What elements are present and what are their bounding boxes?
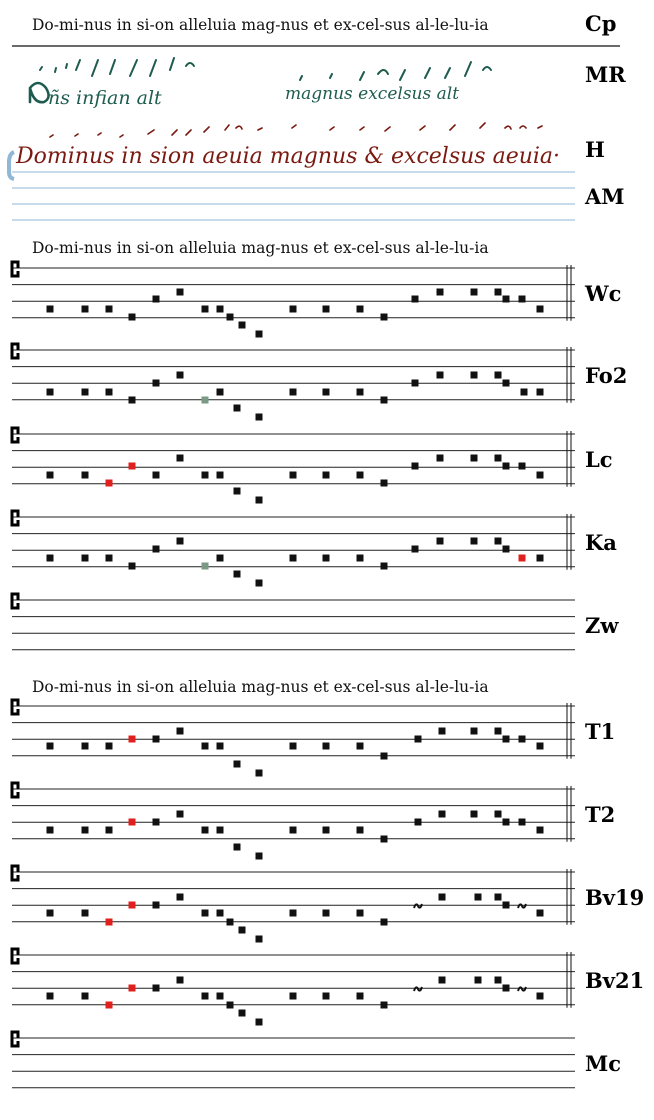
neume-note: [106, 480, 113, 487]
siglum-lc: Lc: [585, 446, 613, 472]
neume-note: [415, 736, 422, 743]
neume-note: [290, 993, 297, 1000]
neume-note: [381, 480, 388, 487]
neume-note: [495, 811, 502, 818]
neume-note: [290, 743, 297, 750]
c-clef-icon: [12, 783, 18, 797]
neume-note: [437, 289, 444, 296]
neume-note: [217, 993, 224, 1000]
c-clef-icon: [12, 511, 18, 525]
neume-note: [239, 1010, 246, 1017]
neume-note: [415, 819, 422, 826]
neume-note: [471, 811, 478, 818]
neume-note: [227, 314, 234, 321]
staff-t2: [12, 783, 615, 860]
neume-note: [106, 389, 113, 396]
neume-note: [82, 827, 89, 834]
neume-note: [537, 472, 544, 479]
staff-bv21: [12, 949, 644, 1026]
neume-note: [503, 546, 510, 553]
neume-note: [82, 910, 89, 917]
siglum-wc: Wc: [585, 280, 622, 306]
neume-note: [503, 296, 510, 303]
siglum-cp: Cp: [585, 11, 617, 36]
neume-note: [256, 770, 263, 777]
neume-note: [202, 743, 209, 750]
neume-note: [177, 811, 184, 818]
staff-lc: [12, 428, 613, 504]
neume-note: [439, 728, 446, 735]
neume-note: [503, 736, 510, 743]
neume-note: [357, 306, 364, 313]
siglum-bv19: Bv19: [585, 884, 645, 910]
neume-note: [106, 1002, 113, 1009]
neume-note: [381, 1002, 388, 1009]
neume-note: [82, 389, 89, 396]
lyrics-line-3: Do-mi-nus in si-on alleluia mag-nus et ex-cel-sus al-le-lu-ia: [32, 678, 489, 696]
neume-note: [106, 555, 113, 562]
neume-note: [537, 389, 544, 396]
neume-note: [227, 1002, 234, 1009]
neume-note: [129, 902, 136, 909]
neume-note: [437, 372, 444, 379]
neume-note: [202, 910, 209, 917]
neume-note: [202, 472, 209, 479]
siglum-am: AM: [585, 184, 625, 209]
neume-note: [177, 977, 184, 984]
neume-note: [47, 389, 54, 396]
neume-note: [290, 389, 297, 396]
neume-note: [106, 827, 113, 834]
lyrics-line-2: Do-mi-nus in si-on alleluia mag-nus et ex-cel-sus al-le-lu-ia: [32, 239, 489, 257]
siglum-zw: Zw: [585, 612, 619, 638]
neume-note: [357, 389, 364, 396]
siglum-t1: T1: [585, 718, 616, 744]
neume-note: [153, 736, 160, 743]
c-clef-icon: [12, 949, 18, 963]
c-clef-icon: [12, 344, 18, 358]
neume-note: [357, 472, 364, 479]
svg-text:magnus excelsus alt: magnus excelsus alt: [285, 84, 460, 104]
manuscript-am-lines: [12, 172, 575, 220]
neume-note: [519, 819, 526, 826]
neume-note: [82, 743, 89, 750]
neume-note: [47, 993, 54, 1000]
neume-note: [153, 819, 160, 826]
neume-note: [234, 844, 241, 851]
neume-note: [323, 555, 330, 562]
neume-note: [437, 455, 444, 462]
neume-note: [471, 455, 478, 462]
neume-note: [475, 977, 482, 984]
neume-note: [153, 296, 160, 303]
neume-note: [256, 1019, 263, 1026]
neume-note: [323, 993, 330, 1000]
neume-note: [381, 919, 388, 926]
neume-note: [503, 902, 510, 909]
neume-note: [177, 455, 184, 462]
neume-note: [153, 546, 160, 553]
neume-note: [381, 563, 388, 570]
neume-note: [495, 977, 502, 984]
neume-note: [47, 555, 54, 562]
neume-note: [217, 743, 224, 750]
neume-note: [234, 571, 241, 578]
neume-note: [47, 743, 54, 750]
siglum-bv21: Bv21: [585, 967, 645, 993]
neume-note: [521, 389, 528, 396]
neume-note: [177, 289, 184, 296]
neume-note: [323, 743, 330, 750]
neume-note: [106, 743, 113, 750]
neume-note: [106, 306, 113, 313]
neume-note: [217, 827, 224, 834]
lyrics-line-1: Do-mi-nus in si-on alleluia mag-nus et ex-cel-sus al-le-lu-ia: [32, 16, 489, 34]
siglum-fo2: Fo2: [585, 362, 628, 388]
siglum-mr: MR: [585, 62, 626, 87]
neume-note: [82, 555, 89, 562]
neume-note: [381, 314, 388, 321]
neume-note: [82, 472, 89, 479]
neume-note: [495, 455, 502, 462]
neume-note: [153, 472, 160, 479]
neume-note: [503, 985, 510, 992]
neume-note: [537, 555, 544, 562]
neume-note: [537, 743, 544, 750]
neume-note: [106, 919, 113, 926]
neume-note: [256, 414, 263, 421]
neume-note: [129, 736, 136, 743]
c-clef-icon: [12, 428, 18, 442]
neume-note: [177, 372, 184, 379]
neume-note: [82, 993, 89, 1000]
siglum-h: H: [585, 137, 605, 162]
neume-note: [82, 306, 89, 313]
neume-note: [503, 380, 510, 387]
quilisma-note: [414, 987, 422, 991]
neume-note: [357, 743, 364, 750]
neume-note: [177, 894, 184, 901]
neume-note: [537, 993, 544, 1000]
neume-note: [437, 538, 444, 545]
c-clef-icon: [12, 594, 18, 608]
neume-note: [290, 555, 297, 562]
neume-note: [177, 538, 184, 545]
neume-note: [381, 397, 388, 404]
neume-note: [290, 472, 297, 479]
siglum-mc: Mc: [585, 1050, 622, 1076]
neume-note: [256, 331, 263, 338]
neume-note: [153, 380, 160, 387]
manuscript-mr-image: [30, 58, 491, 109]
neume-note: [381, 836, 388, 843]
neume-note: [129, 397, 136, 404]
neume-note: [202, 306, 209, 313]
neume-note: [47, 472, 54, 479]
staff-bv19: [12, 866, 644, 943]
staff-mc: [12, 1032, 621, 1088]
neume-note: [239, 322, 246, 329]
neume-note: [129, 563, 136, 570]
neume-note: [290, 827, 297, 834]
neume-note: [495, 538, 502, 545]
c-clef-icon: [12, 700, 18, 714]
neume-note: [471, 372, 478, 379]
quilisma-note: [414, 904, 422, 908]
neume-note: [357, 827, 364, 834]
neume-note: [323, 910, 330, 917]
svg-text:ñs infian alt: ñs infian alt: [48, 87, 162, 109]
quilisma-note: [518, 904, 526, 908]
neume-note: [47, 910, 54, 917]
neume-note: [256, 580, 263, 587]
neume-note: [323, 306, 330, 313]
neume-note: [495, 728, 502, 735]
neume-note: [217, 389, 224, 396]
neume-note: [217, 555, 224, 562]
neume-note: [503, 819, 510, 826]
neume-note: [290, 910, 297, 917]
neume-note: [202, 563, 209, 570]
neume-note: [290, 306, 297, 313]
neume-note: [202, 397, 209, 404]
neume-note: [217, 306, 224, 313]
svg-text:Dominus in sion aeuia magnus &: Dominus in sion aeuia magnus & excelsus aeuia·: [16, 144, 561, 169]
neume-note: [357, 910, 364, 917]
staff-ka: [12, 511, 617, 587]
c-clef-icon: [12, 262, 18, 276]
neume-note: [471, 289, 478, 296]
neume-note: [256, 853, 263, 860]
neume-note: [471, 538, 478, 545]
neume-note: [129, 314, 136, 321]
neume-note: [153, 985, 160, 992]
neume-note: [495, 372, 502, 379]
neume-note: [439, 811, 446, 818]
neume-note: [357, 555, 364, 562]
neume-note: [537, 910, 544, 917]
neume-note: [503, 463, 510, 470]
neume-note: [323, 827, 330, 834]
neume-note: [234, 761, 241, 768]
neume-note: [519, 296, 526, 303]
neume-note: [202, 993, 209, 1000]
neume-note: [217, 472, 224, 479]
neume-note: [256, 936, 263, 943]
staff-zw: [12, 594, 619, 650]
staves-group: [12, 262, 644, 1088]
neume-note: [412, 380, 419, 387]
neume-note: [519, 463, 526, 470]
neume-note: [129, 985, 136, 992]
neume-note: [412, 546, 419, 553]
c-clef-icon: [12, 866, 18, 880]
neume-note: [537, 306, 544, 313]
neume-note: [217, 910, 224, 917]
staff-fo2: [12, 344, 627, 421]
neume-note: [256, 497, 263, 504]
neume-note: [153, 902, 160, 909]
neume-note: [412, 463, 419, 470]
neume-note: [129, 819, 136, 826]
neume-note: [177, 728, 184, 735]
quilisma-note: [518, 987, 526, 991]
neume-note: [439, 894, 446, 901]
neume-note: [495, 289, 502, 296]
neume-note: [234, 405, 241, 412]
neume-note: [439, 977, 446, 984]
neume-note: [202, 827, 209, 834]
neume-note: [129, 463, 136, 470]
neume-note: [323, 389, 330, 396]
neume-note: [323, 472, 330, 479]
neume-note: [537, 827, 544, 834]
staff-t1: [12, 700, 615, 777]
neume-note: [47, 827, 54, 834]
neume-note: [381, 753, 388, 760]
neume-note: [357, 993, 364, 1000]
neume-note: [239, 927, 246, 934]
staff-wc: [12, 262, 621, 338]
neume-note: [475, 894, 482, 901]
neume-note: [412, 296, 419, 303]
neume-note: [519, 555, 526, 562]
neume-note: [47, 306, 54, 313]
neume-note: [519, 736, 526, 743]
siglum-t2: T2: [585, 801, 616, 827]
c-clef-icon: [12, 1032, 18, 1046]
neume-note: [471, 728, 478, 735]
manuscript-h-image: [9, 123, 560, 179]
neume-note: [227, 919, 234, 926]
neume-note: [495, 894, 502, 901]
neume-note: [234, 488, 241, 495]
siglum-ka: Ka: [585, 529, 617, 555]
